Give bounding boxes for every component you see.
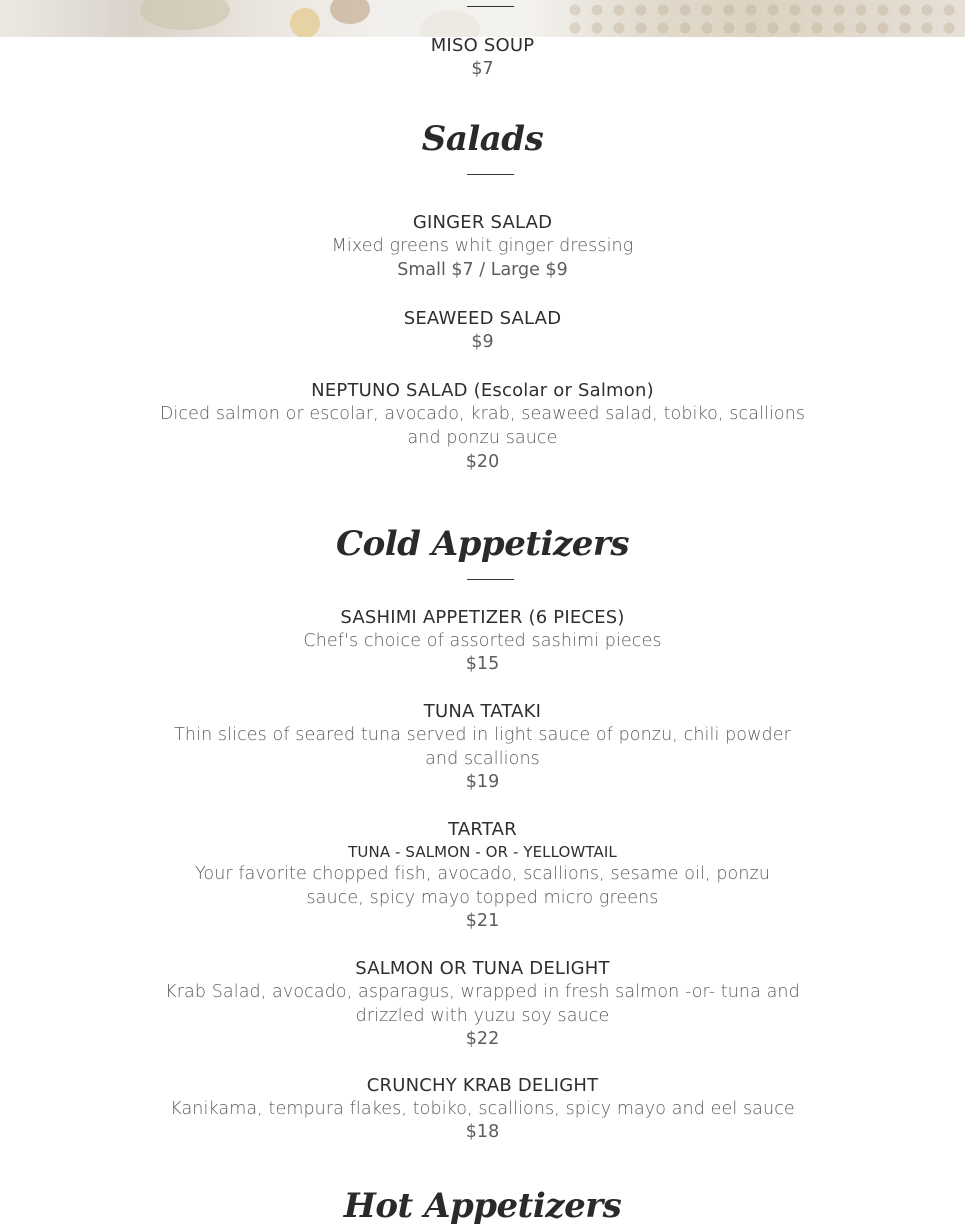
item-name: MISO SOUP (430, 35, 535, 56)
item-price: $15 (465, 654, 500, 674)
divider (467, 174, 514, 175)
item-name: CRUNCHY KRAB DELIGHT (366, 1075, 599, 1096)
item-description: Kanikama, tempura flakes, tobiko, scallions, spicy mayo and eel sauce (170, 1099, 795, 1119)
item-description: Thin slices of seared tuna served in light sauce of ponzu, chili powder (174, 725, 791, 745)
item-options: TUNA - SALMON - OR - YELLOWTAIL (348, 843, 617, 861)
item-description: Chef's choice of assorted sashimi pieces (303, 631, 662, 651)
section-title: Cold Appetizers (336, 524, 629, 564)
item-description: drizzled with yuzu soy sauce (355, 1006, 610, 1026)
section-title: Hot Appetizers (343, 1186, 622, 1226)
item-name: SEAWEED SALAD (403, 308, 562, 329)
item-price: $7 (471, 59, 494, 79)
item-price: $18 (465, 1122, 500, 1142)
item-price: $19 (465, 772, 500, 792)
item-price: $22 (465, 1029, 500, 1049)
item-name: SASHIMI APPETIZER (6 PIECES) (340, 607, 625, 628)
item-description: sauce, spicy mayo topped micro greens (306, 888, 659, 908)
item-description: and scallions (425, 749, 540, 769)
item-price: $9 (471, 332, 494, 352)
item-price: Small $7 / Large $9 (397, 260, 568, 280)
header-banner-image (0, 0, 965, 37)
item-name: NEPTUNO SALAD (Escolar or Salmon) (311, 380, 654, 401)
divider (467, 579, 514, 580)
item-price: $20 (465, 452, 500, 472)
item-description: Mixed greens whit ginger dressing (331, 236, 634, 256)
item-name: TUNA TATAKI (423, 701, 542, 722)
item-name: GINGER SALAD (412, 212, 553, 233)
divider (467, 6, 514, 7)
item-description: Diced salmon or escolar, avocado, krab, seaweed salad, tobiko, scallions (159, 404, 806, 424)
item-price: $21 (465, 911, 500, 931)
item-description: Your favorite chopped fish, avocado, scallions, sesame oil, ponzu (194, 864, 771, 884)
section-title: Salads (421, 119, 544, 159)
item-description: and ponzu sauce (407, 428, 558, 448)
item-description: Krab Salad, avocado, asparagus, wrapped in fresh salmon -or- tuna and (165, 982, 800, 1002)
item-name: SALMON OR TUNA DELIGHT (355, 958, 610, 979)
item-name: TARTAR (448, 819, 517, 840)
